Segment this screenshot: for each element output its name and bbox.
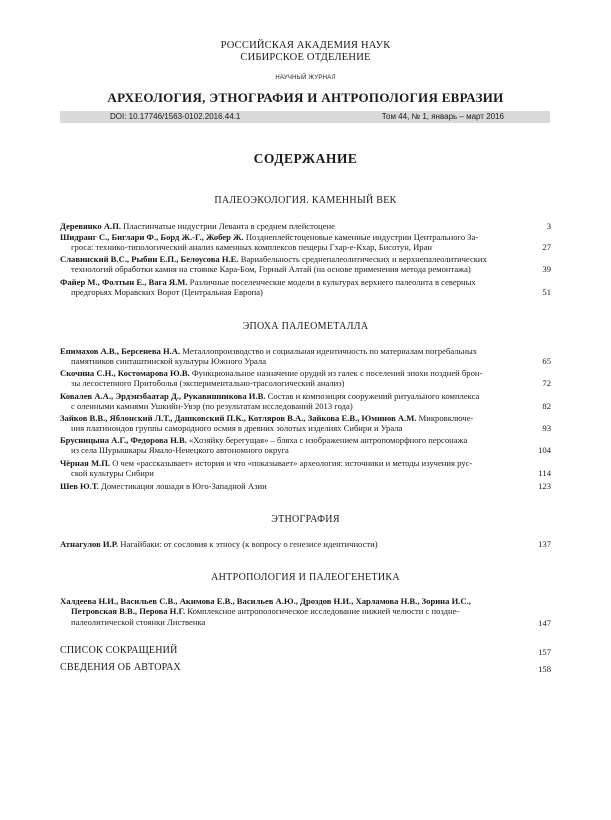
toc-entry [60, 277, 510, 298]
entry-title-cont: палеолитической стоянки Лиственка [71, 616, 206, 627]
toc-entry [60, 254, 510, 275]
page-number: 27 [542, 242, 551, 253]
entry-authors: Брусницына А.Г., Федорова Н.В. [60, 435, 187, 445]
entry-title-cont: с оленными камнями Ушкийн-Увэр (по результатам исследований 2013 года) [71, 401, 353, 412]
entry-title-cont: предгорьях Моравских Ворот (Центральная Европа) [71, 287, 263, 298]
authors-info-title: СВЕДЕНИЯ ОБ АВТОРАХ [60, 662, 181, 673]
toc-entry [60, 391, 510, 412]
page-number: 72 [542, 378, 551, 389]
page-number: 93 [542, 423, 551, 434]
issue-info: Том 44, № 1, январь – март 2016 [381, 112, 504, 121]
entry-authors: Шев Ю.Т. [60, 481, 99, 491]
toc-entry [60, 232, 510, 253]
page-number: 158 [538, 664, 551, 674]
entry-title: Комплексное антропологическое исследование нижней челюсти с поздне- [185, 606, 460, 617]
page-number: 147 [538, 618, 551, 628]
toc-entry [60, 481, 510, 491]
entry-title: Микровключе- [416, 413, 474, 423]
entry-title: Функциональное назначение орудий из галек с поселений эпохи поздней брон- [189, 368, 483, 378]
entry-title: Состав и композиция сооружений ритуального комплекса [265, 391, 480, 401]
entry-title: «Хозяйку берегущая» – бляха с изображением антропоморфного персонажа [186, 435, 468, 445]
toc-entry [60, 458, 510, 479]
entry-title: Доместикация лошади в Юго-Западной Азии [98, 481, 267, 491]
entry-authors: Чёрная М.П. [60, 458, 111, 468]
section-title: ЭТНОГРАФИЯ [271, 514, 340, 525]
entry-title-cont: из села Шурышкары Ямало-Ненецкого автономного округа [71, 445, 289, 456]
section-title: ПАЛЕОЭКОЛОГИЯ. КАМЕННЫЙ ВЕК [214, 195, 397, 206]
page-number: 39 [542, 264, 551, 275]
section-title: АНТРОПОЛОГИЯ И ПАЛЕОГЕНЕТИКА [211, 572, 400, 583]
entry-title-cont: гроса: технико-типологический анализ каменных комплексов пещеры Гхар-е-Кхар, Бисотун, Иран [71, 242, 433, 253]
org-line-1: РОССИЙСКАЯ АКАДЕМИЯ НАУК [220, 40, 391, 51]
doi-bar [60, 111, 550, 123]
page-number: 114 [538, 468, 551, 479]
entry-title-cont: зы лесостепного Притоболья (экспериментально-трасологический анализ) [71, 378, 345, 389]
entry-authors: Халдеева Н.И., Васильев С.В., Акимова Е.В., Васильев А.Ю., Дроздов Н.И., Харламова Н.В., Зорина И.С., [60, 596, 471, 606]
toc-entry [60, 413, 510, 434]
section-title: ЭПОХА ПАЛЕОМЕТАЛЛА [242, 321, 369, 332]
toc-entry [60, 606, 510, 627]
entry-title-cont: памятников синташтинской культуры Южного Урала [71, 356, 267, 367]
toc-entry-authors-line [60, 596, 510, 606]
page-number: 157 [538, 647, 551, 657]
page-number: 137 [538, 539, 551, 549]
entry-title: Различные поселенческие модели в культурах верхнего палеолита в северных [187, 277, 476, 287]
entry-title-cont: ской культуры Сибири [71, 468, 154, 479]
entry-title: О чем «рассказывает» история и что «показывает» археология: источники и методы изучения рус- [110, 458, 473, 468]
entry-authors: Файер М., Фолтын Е., Вага Я.М. [60, 277, 188, 287]
entry-authors: Ковалев А.А., Эрдэнэбаатар Д., Рукавишникова И.В. [60, 391, 266, 401]
doi-text: DOI: 10.17746/1563-0102.2016.44.1 [110, 112, 241, 121]
page-number: 65 [542, 356, 551, 367]
toc-entry [60, 368, 510, 389]
page-number: 82 [542, 401, 551, 412]
journal-type: НАУЧНЫЙ ЖУРНАЛ [275, 75, 336, 81]
journal-name: АРХЕОЛОГИЯ, ЭТНОГРАФИЯ И АНТРОПОЛОГИЯ ЕВРАЗИИ [107, 90, 504, 105]
toc-entry [60, 435, 510, 456]
entry-title-cont: ния платиноидов группы самородного осмия в древних золотых изделиях Сибири и Урала [71, 423, 403, 434]
entry-title: Вариабельность среднепалеолитических и верхнепалеолитических [238, 254, 487, 264]
entry-authors: Атнагулов И.Р. [60, 539, 119, 549]
entry-authors: Зайков В.В., Яблонский Л.Т., Дашковский П.К., Котляров В.А., Зайкова Е.В., Юминов А.М. [60, 413, 417, 423]
contents-title: СОДЕРЖАНИЕ [253, 151, 358, 166]
entry-title: Позднеплейстоценовые каменные индустрии Центрального За- [243, 232, 479, 242]
entry-authors: Славинский В.С., Рыбин Е.П., Белоусова Н.Е. [60, 254, 239, 264]
org-line-2: СИБИРСКОЕ ОТДЕЛЕНИЕ [240, 52, 371, 63]
entry-authors: Епимахов А.В., Берсенева Н.А. [60, 346, 181, 356]
page-number: 51 [542, 287, 551, 298]
entry-title-cont: технологий обработки камня на стоянке Кара-Бом, Горный Алтай (на основе применения метода ремонтажа) [71, 264, 471, 275]
entry-authors: Скочина С.Н., Костомарова Ю.В. [60, 368, 190, 378]
entry-title: Нагайбаки: от сословия к этносу (к вопросу о генезисе идентичности) [118, 539, 378, 549]
entry-authors: Шидранг С., Биглари Ф., Борд Ж.-Г., Жобер Ж. [60, 232, 244, 242]
abbreviations-title: СПИСОК СОКРАЩЕНИЙ [60, 645, 178, 656]
entry-authors: Деревянко А.П. [60, 221, 122, 231]
entry-authors: Петровская В.В., Перова Н.Г. [71, 606, 186, 617]
toc-entry [60, 346, 510, 367]
toc-entry [60, 539, 510, 549]
page-number: 123 [538, 481, 551, 491]
page-number: 104 [538, 445, 551, 456]
toc-entry [60, 221, 510, 231]
page-number: 3 [546, 221, 551, 231]
entry-title: Металлопроизводство и социальная идентичность по материалам погребальных [180, 346, 478, 356]
entry-title: Пластинчатые индустрии Леванта в среднем плейстоцене [121, 221, 335, 231]
